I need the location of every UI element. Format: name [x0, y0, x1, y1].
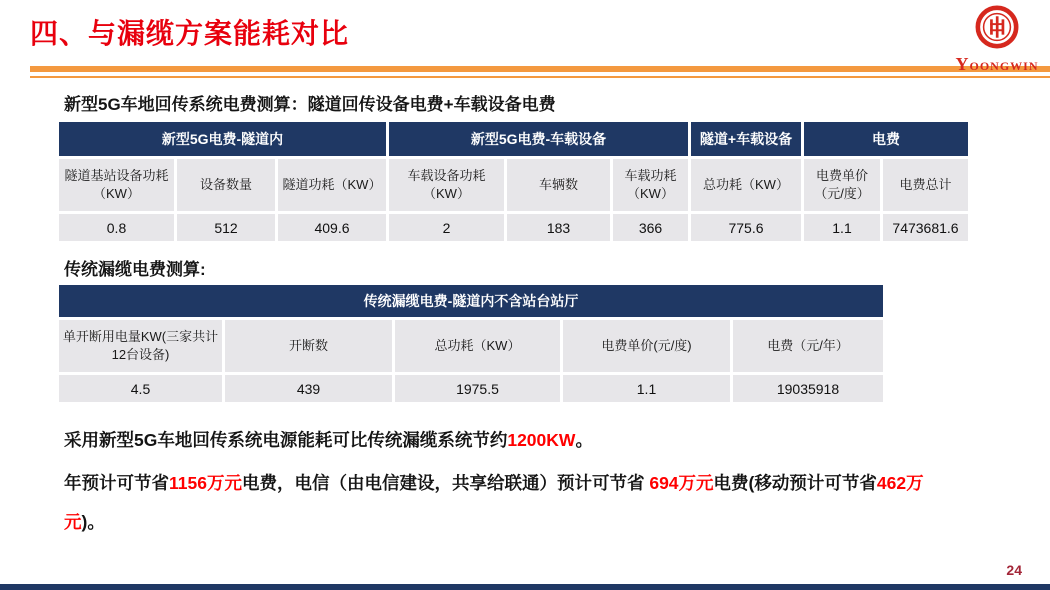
- page-number: 24: [1006, 562, 1022, 578]
- table-data-cell: 775.6: [691, 214, 801, 241]
- table-data-cell: 0.8: [59, 214, 174, 241]
- table-data-cell: 1975.5: [395, 375, 560, 402]
- table-data-cell: 512: [177, 214, 275, 241]
- table-title-cell: 传统漏缆电费-隧道内不含站台站厅: [59, 285, 883, 317]
- table-column-header-cell: 电费（元/年）: [733, 320, 883, 372]
- table-column-header-cell: 设备数量: [177, 159, 275, 211]
- leaky-cable-cost-table: [56, 282, 886, 405]
- paragraph-text: 。: [575, 430, 593, 450]
- brand-name: YOONGWIN: [955, 54, 1039, 74]
- table-column-header-cell: 车载功耗（KW）: [613, 159, 688, 211]
- highlighted-value: 694万元: [649, 473, 714, 493]
- section2-heading: 传统漏缆电费测算:: [64, 260, 206, 279]
- table-group-header-cell: 新型5G电费-隧道内: [59, 122, 386, 156]
- table-data-cell: 439: [225, 375, 392, 402]
- table-data-cell: 2: [389, 214, 504, 241]
- title-underline-rule: [30, 66, 1050, 72]
- table-column-header-cell: 电费总计: [883, 159, 968, 211]
- table-data-cell: 4.5: [59, 375, 222, 402]
- section1-heading: 新型5G车地回传系统电费测算：隧道回传设备电费+车载设备电费: [64, 95, 556, 114]
- paragraph-text: 年预计可节省: [64, 473, 169, 493]
- new-5g-cost-table: [56, 119, 971, 244]
- company-seal-icon: [974, 37, 1020, 54]
- table-column-header-cell: 隧道基站设备功耗（KW）: [59, 159, 174, 211]
- table-row: [59, 375, 883, 402]
- paragraph-text: 电费，电信（由电信建设，共享给联通）预计可节省: [241, 473, 650, 493]
- table-column-header-cell: 总功耗（KW）: [395, 320, 560, 372]
- table-column-header-cell: 车载设备功耗（KW）: [389, 159, 504, 211]
- table-data-cell: 1.1: [563, 375, 730, 402]
- conclusion-paragraph-cost-saving: [64, 464, 956, 542]
- table-group-header-cell: 电费: [804, 122, 968, 156]
- table-column-header-cell: 电费单价（元/度）: [804, 159, 880, 211]
- table-data-cell: 409.6: [278, 214, 386, 241]
- table-group-header-cell: 隧道+车载设备: [691, 122, 801, 156]
- paragraph-text: 采用新型5G车地回传系统电源能耗可比传统漏缆系统节约: [64, 430, 508, 450]
- paragraph-text: 电费(移动预计可节省: [713, 473, 877, 493]
- table-column-header-cell: 单开断用电量KW(三家共计12台设备): [59, 320, 222, 372]
- footer-bar: [0, 584, 1050, 590]
- highlighted-value: 1156万元: [169, 473, 242, 493]
- company-logo: [950, 4, 1044, 73]
- table-row: [59, 214, 968, 241]
- table-data-cell: 183: [507, 214, 610, 241]
- table-column-header-cell: 车辆数: [507, 159, 610, 211]
- table-column-header-cell: 隧道功耗（KW）: [278, 159, 386, 211]
- table-data-cell: 19035918: [733, 375, 883, 402]
- table-data-cell: 366: [613, 214, 688, 241]
- table-column-header-cell: 开断数: [225, 320, 392, 372]
- paragraph-text: )。: [81, 512, 105, 532]
- highlighted-value: 1200KW: [507, 430, 576, 450]
- table-group-header-cell: 新型5G电费-车载设备: [389, 122, 688, 156]
- table-column-header-cell: 总功耗（KW）: [691, 159, 801, 211]
- slide-title: 四、与漏缆方案能耗对比: [30, 18, 350, 49]
- table-data-cell: 7473681.6: [883, 214, 968, 241]
- table-data-cell: 1.1: [804, 214, 880, 241]
- table-column-header-cell: 电费单价(元/度): [563, 320, 730, 372]
- highlighted-value: 462万元: [64, 473, 924, 532]
- title-underline-rule-thin: [30, 76, 1050, 78]
- conclusion-paragraph-energy-saving: [64, 426, 956, 454]
